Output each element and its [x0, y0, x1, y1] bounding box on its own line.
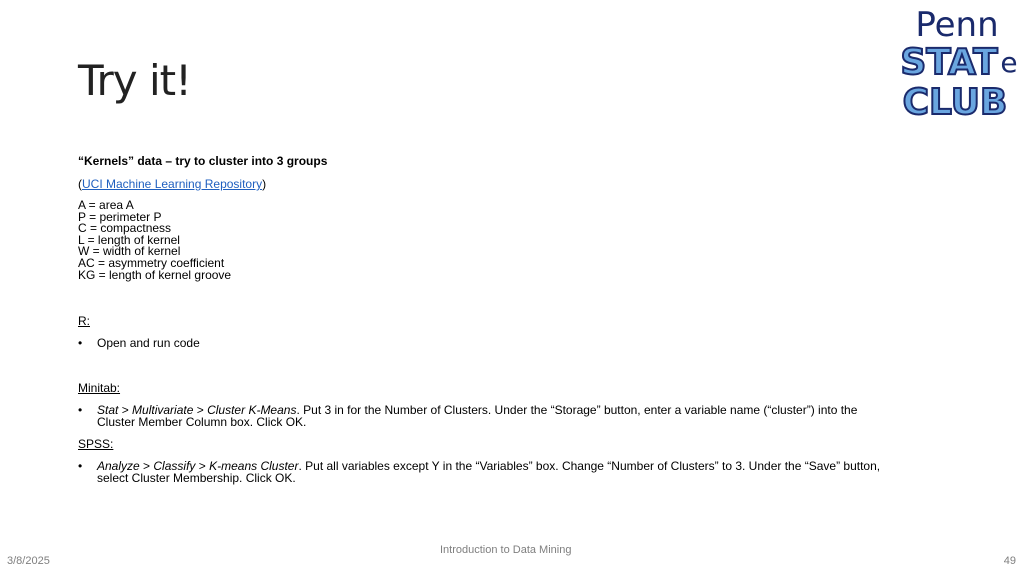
r-bullet-text: Open and run code: [97, 336, 200, 350]
repository-line: [78, 178, 948, 190]
bullet-marker: •: [78, 336, 83, 350]
minitab-heading: Minitab:: [78, 381, 121, 395]
footer-date: 3/8/2025: [7, 555, 50, 567]
spss-menu-classify: Classify: [153, 459, 196, 473]
variable-item: AC = asymmetry coefficient: [78, 255, 225, 270]
dataset-heading: “Kernels” data – try to cluster into 3 groups: [78, 154, 328, 168]
minitab-bullet-text: [97, 404, 938, 428]
minitab-bullet: [78, 404, 938, 428]
menu-separator: >: [195, 459, 210, 473]
spss-bullet: [78, 460, 938, 484]
minitab-menu-kmeans: Cluster K-Means: [207, 403, 297, 417]
variable-item: P = perimeter P: [78, 209, 162, 224]
menu-separator: >: [193, 403, 208, 417]
bullet-marker: •: [78, 403, 83, 417]
logo-club-text: CLUB: [902, 82, 1008, 122]
spss-instructions-2: select Cluster Membership. Click OK.: [97, 471, 296, 485]
minitab-instructions-2: Cluster Member Column box. Click OK.: [97, 415, 307, 429]
bullet-marker: •: [78, 459, 83, 473]
variable-item: W = width of kernel: [78, 244, 181, 259]
variable-item: A = area A: [78, 198, 134, 212]
spss-menu-analyze: Analyze: [97, 459, 140, 473]
spss-instructions-1: . Put all variables except Y in the “Variables” box. Change “Number of Clusters” to 3. Under the “Save” button,: [298, 459, 881, 473]
footer-title: Introduction to Data Mining: [440, 544, 572, 556]
page-number: 49: [1003, 555, 1016, 567]
menu-separator: >: [118, 403, 133, 417]
minitab-menu-multivariate: Multivariate: [132, 403, 194, 417]
variable-list: [78, 200, 948, 281]
variable-item: C = compactness: [78, 221, 172, 236]
minitab-menu-stat: Stat: [97, 403, 119, 417]
spss-heading: SPSS:: [78, 437, 114, 451]
variable-item: L = length of kernel: [78, 232, 180, 247]
logo-stat-text: STAT: [900, 42, 998, 83]
logo-e-text: e: [1000, 46, 1018, 79]
repo-paren-open: (: [78, 177, 82, 191]
logo-penn-text: Penn: [915, 5, 999, 45]
menu-separator: >: [139, 459, 154, 473]
r-heading: R:: [78, 314, 90, 328]
slide-title: Try it!: [78, 56, 191, 105]
spss-bullet-text: [97, 460, 938, 484]
minitab-instructions-1: . Put 3 in for the Number of Clusters. Under the “Storage” button, enter a variable name (“cluster”) into the: [296, 403, 858, 417]
penn-state-club-logo: [895, 4, 1020, 122]
r-bullet: [78, 337, 938, 349]
uci-repository-link[interactable]: UCI Machine Learning Repository: [82, 177, 263, 191]
spss-menu-kmeans: K-means Cluster: [209, 459, 299, 473]
variable-item: KG = length of kernel groove: [78, 267, 232, 282]
repo-paren-close: ): [262, 177, 267, 191]
